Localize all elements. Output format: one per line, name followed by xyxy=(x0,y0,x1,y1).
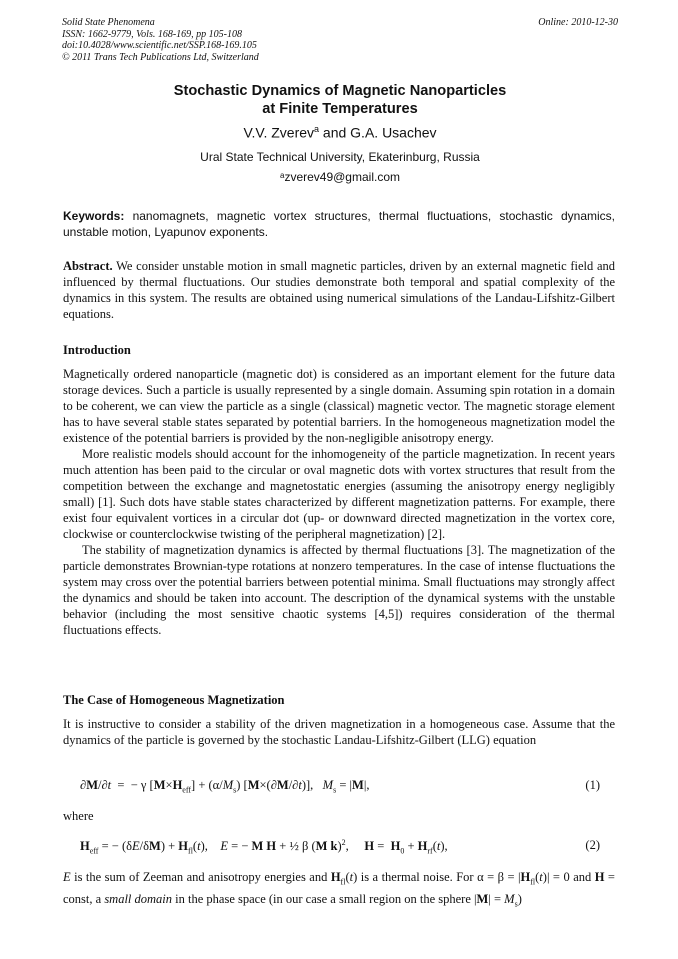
author-1: V.V. Zverev xyxy=(243,124,315,141)
journal-name: Solid State Phenomena xyxy=(62,17,155,28)
equation-2-number: (2) xyxy=(585,838,600,852)
section-2-paragraph-2: E is the sum of Zeeman and anisotropy energies and $H_{fl}(t)$ is a thermal noise. For $\alpha = \beta = |H_{fl}(t)| = 0$ and H = const, a small domain in the phase space (in our case a small region on the sphere $|M| = M_s$) xyxy=(63,870,615,908)
keywords-label: Keywords: xyxy=(63,209,125,223)
email-address: zverev49@gmail.com xyxy=(284,170,400,184)
issn-line: ISSN: 1662-9779, Vols. 168-169, pp 105-108 xyxy=(62,28,242,40)
equation-2 xyxy=(80,838,600,856)
copyright-line: © 2011 Trans Tech Publications Ltd, Switzerland xyxy=(62,51,259,63)
p2-text-1: is the sum of Zeeman and anisotropy energies and xyxy=(70,870,331,884)
title-line-2: at Finite Temperatures xyxy=(262,101,418,117)
online-date: Online: 2010-12-30 xyxy=(538,17,618,28)
affiliation: Ural State Technical University, Ekaterinburg, Russia xyxy=(200,150,480,164)
p2-text-5: in the phase space (in our case a small region on the sphere | xyxy=(172,891,477,906)
symbol-E: E xyxy=(63,870,71,884)
abstract-label: Abstract. xyxy=(63,259,113,273)
p2-text-3: | = 0 and xyxy=(546,870,595,884)
email-line xyxy=(62,170,618,184)
section-2-heading: The Case of Homogeneous Magnetization xyxy=(63,693,285,707)
p2-text-4: = const, a xyxy=(63,870,615,906)
keywords-text: nanomagnets, magnetic vortex structures, thermal fluctuations, stochastic dynamics, unstable motion, Lyapunov exponents. xyxy=(63,209,615,239)
title-line-1: Stochastic Dynamics of Magnetic Nanoparticles xyxy=(173,83,507,99)
journal-header xyxy=(62,17,618,63)
p2-text-6: | = xyxy=(488,891,505,906)
p2-text-2: is a thermal noise. For α = β = | xyxy=(357,870,521,884)
where-text: where xyxy=(63,809,94,823)
equation-2-body: $H_{eff}$ = − $(\delta E/\delta M) + H_{fl}(t)$, E = − M H + ½ β (M k)$^2$, $H = H_0 + H_{rf}(t)$, xyxy=(80,838,448,856)
paper-title xyxy=(62,82,618,118)
introduction-body xyxy=(63,366,615,638)
email-mark: a xyxy=(279,171,285,180)
section-2-paragraph-1: It is instructive to consider a stability of the driven magnetization in a homogeneous case. Assume that the dynamics of the particle is governed by the stochastic Landau-Lifshitz-Gilbert (LLG) equation xyxy=(63,717,615,747)
author-1-affil-mark: a xyxy=(314,124,320,134)
intro-paragraph-1: Magnetically ordered nanoparticle (magnetic dot) is considered as an important element for the future data storage devices. Such a particle is usually represented by a single domain. Assuming spin rotation in a domain to be coherent, we can view the particle as a single (classical) magnetic vector. The magnetic storage element has to have several stable states separated by potential barriers. In the homogeneous magnetization model the existence of the potential barriers is provided by the non-negligible anisotropy energy. xyxy=(63,367,615,445)
intro-paragraph-2: More realistic models should account for the inhomogeneity of the particle magnetization. In recent years much attention has been paid to the circular or oval magnetic dots with vortex structures that result from the competition between the exchange and magnetostatic energies (assuming the anisotropy energy negligibly small) [1]. Such dots have stable states characterized by different magnetization patterns. For example, there exist four equivalent vortices in a circular dot (up- or downward directed magnetization in the vortex core, clockwise or counterclockwise twisting of the peripheral magnetization) [2]. xyxy=(63,447,615,541)
authors xyxy=(62,124,618,141)
equation-1-body: ∂M/∂t = − γ $[M\times H_{eff}] + (\alpha/M_s)$ [M×(∂M/∂t)], $M_s = |M|$, xyxy=(80,778,370,795)
introduction-heading: Introduction xyxy=(63,343,131,357)
p2-small-domain: small domain xyxy=(104,891,173,906)
abstract-text: We consider unstable motion in small magnetic particles, driven by an external magnetic field and influenced by thermal fluctuations. Our studies demonstrate both temporal and spatial complexity of the dynamics in this system. The results are obtained using numerical simulations of the Landau-Lifshitz-Gilbert equations. xyxy=(63,259,615,321)
abstract xyxy=(63,258,615,322)
equation-1 xyxy=(80,778,600,795)
keywords xyxy=(63,208,615,240)
intro-paragraph-3: The stability of magnetization dynamics is affected by thermal fluctuations [3]. The magnetization of the particle demonstrates Brownian-type rotations at nonzero temperatures. In the case of intense fluctuations the system may cross over the potential barriers between potential minima. Small fluctuations may strongly affect the dynamics and should be taken into account. The description of the dynamical systems with the unstable behavior (including the most sensitive chaotic systems [4,5]) requires consideration of the thermal fluctuations effects. xyxy=(63,543,615,637)
equation-1-number: (1) xyxy=(585,778,600,792)
author-2: and G.A. Usachev xyxy=(319,124,437,141)
doi-line: doi:10.4028/www.scientific.net/SSP.168-169.105 xyxy=(62,40,257,51)
